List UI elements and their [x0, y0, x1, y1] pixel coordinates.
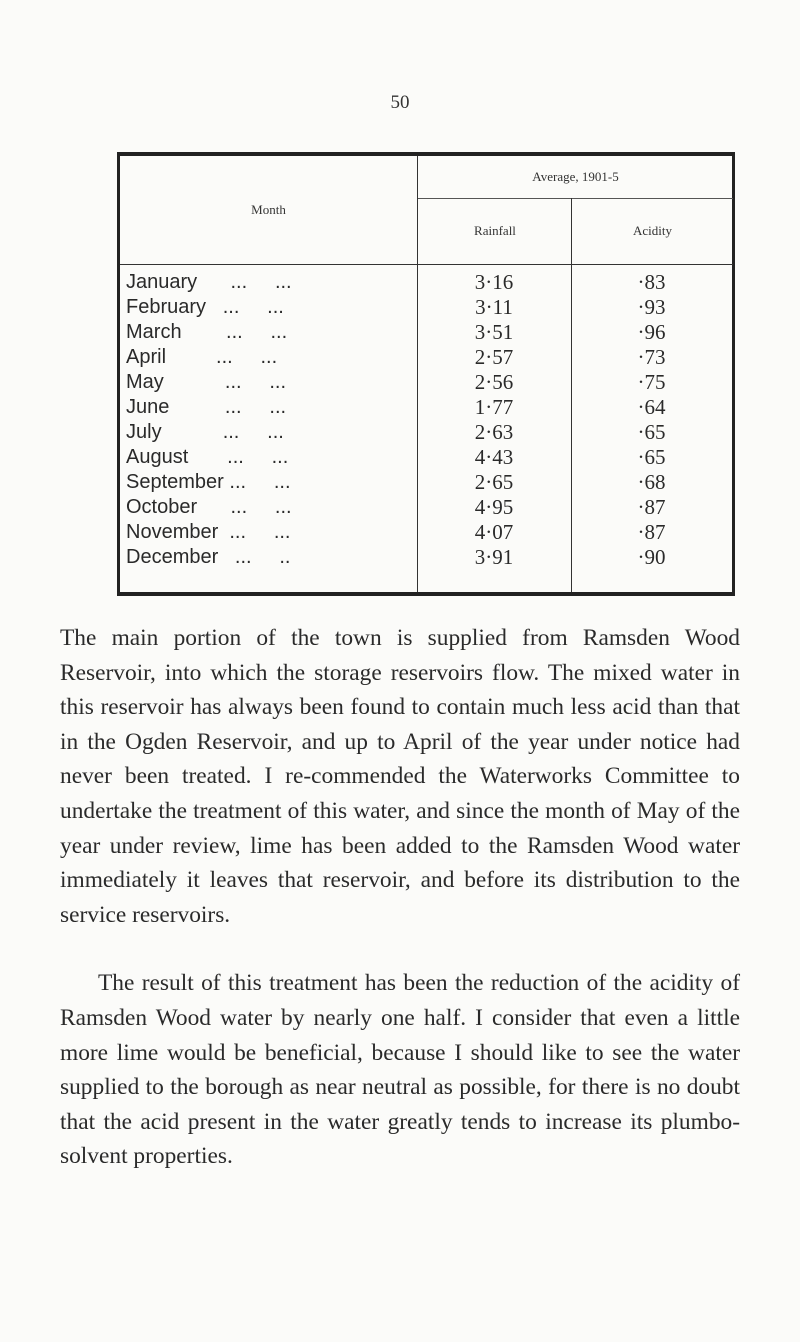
- month-cell: October ... ...: [126, 496, 292, 518]
- rainfall-cell: 3·16: [474, 270, 514, 294]
- body-text: [60, 621, 740, 1174]
- rainfall-cell: 2·57: [474, 345, 514, 369]
- acidity-cell: ·93: [637, 295, 666, 319]
- table-row: [120, 320, 732, 345]
- month-cell: March ... ...: [126, 321, 288, 343]
- acidity-cell: ·96: [637, 320, 666, 344]
- table-row: [120, 370, 732, 395]
- acidity-cell: ·73: [637, 345, 666, 369]
- table-body: [120, 264, 732, 570]
- acidity-cell: ·90: [637, 545, 666, 569]
- table-row: [120, 470, 732, 495]
- rainfall-cell: 2·63: [474, 420, 514, 444]
- month-cell: February ... ...: [126, 296, 284, 318]
- paragraph: The main portion of the town is supplied from Ramsden Wood Reservoir, into which the storage reservoirs flow. The mixed water in this reservoir has always been found to contain much less acid than that in the Ogden Reservoir, and up to April of the year under notice had never been treated. I re-commended the Waterworks Committee to undertake the treatment of this water, and since the month of May of the year under review, lime has been added to the Ramsden Wood water immediately it leaves that reservoir, and before its distribution to the service reservoirs.: [60, 625, 740, 928]
- table-row: [120, 420, 732, 445]
- month-cell: August ... ...: [126, 446, 289, 468]
- acidity-cell: ·65: [637, 420, 666, 444]
- rainfall-cell: 3·51: [474, 320, 514, 344]
- rainfall-acidity-table: [117, 152, 735, 596]
- month-cell: September ... ...: [126, 471, 291, 493]
- table-row: [120, 495, 732, 520]
- table-row: [120, 445, 732, 470]
- rainfall-cell: 2·65: [474, 470, 514, 494]
- rainfall-cell: 1·77: [474, 395, 514, 419]
- month-cell: May ... ...: [126, 371, 287, 393]
- month-cell: April ... ...: [126, 346, 278, 368]
- rainfall-cell: 3·91: [474, 545, 514, 569]
- acidity-cell: ·68: [637, 470, 666, 494]
- acidity-cell: ·87: [637, 495, 666, 519]
- rainfall-cell: 3·11: [475, 295, 513, 319]
- table-row: [120, 520, 732, 545]
- table-row: [120, 395, 732, 420]
- month-cell: January ... ...: [126, 271, 292, 293]
- header-month: Month: [120, 156, 417, 265]
- paragraph: The result of this treatment has been the reduction of the acidity of Ramsden Wood water by nearly one half. I consider that even a little more lime would be beneficial, because I should like to see the water supplied to the borough as near neutral as possible, for there is no doubt that the acid present in the water greatly tends to increase its plumbo-solvent properties.: [60, 970, 740, 1170]
- month-cell: July ... ...: [126, 421, 284, 443]
- page-number: 50: [390, 92, 410, 113]
- acidity-cell: ·75: [637, 370, 666, 394]
- table-row: [120, 345, 732, 370]
- rainfall-cell: 4·95: [474, 495, 514, 519]
- table-row: [120, 545, 732, 570]
- rainfall-cell: 4·07: [474, 520, 514, 544]
- month-cell: June ... ...: [126, 396, 287, 418]
- acidity-cell: ·83: [637, 270, 666, 294]
- acidity-cell: ·87: [637, 520, 666, 544]
- rainfall-cell: 4·43: [474, 445, 514, 469]
- header-acidity: Acidity: [571, 198, 733, 265]
- table-row: [120, 270, 732, 295]
- header-rainfall: Rainfall: [417, 198, 572, 265]
- month-cell: December ... ..: [126, 546, 291, 568]
- header-average-group: Average, 1901-5: [417, 156, 733, 199]
- table-row: [120, 295, 732, 320]
- acidity-cell: ·65: [637, 445, 666, 469]
- rainfall-cell: 2·56: [474, 370, 514, 394]
- acidity-cell: ·64: [637, 395, 666, 419]
- month-cell: November ... ...: [126, 521, 291, 543]
